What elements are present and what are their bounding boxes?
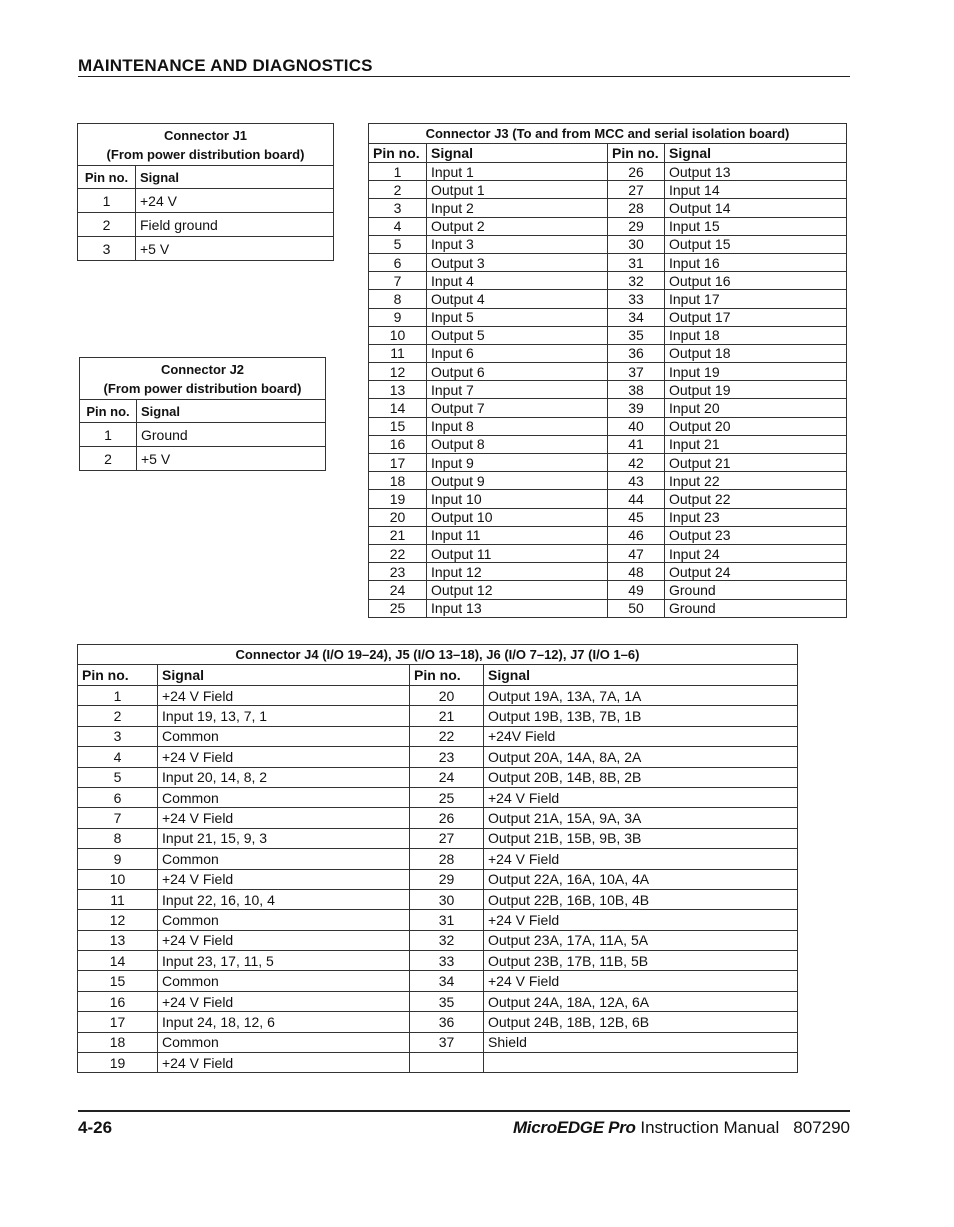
pin-number: 28 [608, 199, 665, 217]
pin-number [410, 1053, 484, 1073]
signal-name: Output 19 [665, 381, 847, 399]
table-row [369, 508, 847, 526]
pin-number: 11 [78, 889, 158, 909]
signal-name: Output 5 [427, 326, 608, 344]
connector-j4-caption: Connector J4 (I/O 19–24), J5 (I/O 13–18), J6 (I/O 7–12), J7 (I/O 1–6) [78, 645, 798, 665]
signal-name: +24 V Field [158, 686, 410, 706]
connector-j3-caption: Connector J3 (To and from MCC and serial isolation board) [369, 124, 847, 144]
pin-number: 2 [80, 447, 137, 471]
pin-number: 35 [608, 326, 665, 344]
column-header-pin: Pin no. [78, 166, 136, 189]
signal-name: Output 21 [665, 454, 847, 472]
signal-name: +24 V Field [484, 849, 798, 869]
signal-name: Output 21A, 15A, 9A, 3A [484, 808, 798, 828]
signal-name: Output 2 [427, 217, 608, 235]
column-header-pin: Pin no. [410, 665, 484, 686]
pin-number: 27 [410, 828, 484, 848]
connector-j4-rows [78, 686, 798, 1073]
pin-number: 8 [78, 828, 158, 848]
signal-name: Output 15 [665, 235, 847, 253]
pin-number: 39 [608, 399, 665, 417]
signal-name: Output 24B, 18B, 12B, 6B [484, 1012, 798, 1032]
pin-number: 13 [369, 381, 427, 399]
signal-name: Output 18 [665, 344, 847, 362]
table-row [369, 308, 847, 326]
signal-name: Output 13 [665, 163, 847, 181]
pin-number: 33 [410, 951, 484, 971]
table-row [78, 787, 798, 807]
table-row [78, 213, 334, 237]
pin-number: 34 [608, 308, 665, 326]
pin-number: 44 [608, 490, 665, 508]
table-row [369, 454, 847, 472]
table-row [80, 423, 326, 447]
column-header-signal: Signal [427, 144, 608, 163]
signal-name: Input 10 [427, 490, 608, 508]
signal-name: Input 16 [665, 253, 847, 271]
signal-name: Input 5 [427, 308, 608, 326]
table-row [78, 1032, 798, 1052]
column-header-signal: Signal [136, 166, 334, 189]
table-row [78, 747, 798, 767]
pin-number: 19 [369, 490, 427, 508]
pin-number: 2 [78, 706, 158, 726]
table-row [78, 991, 798, 1011]
connector-j1-subtitle: (From power distribution board) [106, 147, 305, 162]
pin-number: 40 [608, 417, 665, 435]
signal-name: Ground [137, 423, 326, 447]
signal-name: Input 15 [665, 217, 847, 235]
signal-name: +24 V Field [484, 910, 798, 930]
signal-name: Output 20A, 14A, 8A, 2A [484, 747, 798, 767]
pin-number: 50 [608, 599, 665, 617]
pin-number: 47 [608, 544, 665, 562]
footer-doc-info [513, 1118, 850, 1138]
signal-name: Input 18 [665, 326, 847, 344]
table-row [369, 581, 847, 599]
pin-number: 29 [410, 869, 484, 889]
pin-number: 5 [78, 767, 158, 787]
pin-number: 28 [410, 849, 484, 869]
signal-name: Input 24 [665, 544, 847, 562]
signal-name: Input 9 [427, 454, 608, 472]
pin-number: 16 [369, 435, 427, 453]
table-row [78, 767, 798, 787]
signal-name: +24 V Field [484, 971, 798, 991]
pin-number: 4 [369, 217, 427, 235]
pin-number: 3 [78, 237, 136, 261]
signal-name: Input 11 [427, 526, 608, 544]
pin-number: 4 [78, 747, 158, 767]
pin-number: 26 [608, 163, 665, 181]
table-row [369, 381, 847, 399]
pin-number: 45 [608, 508, 665, 526]
pin-number: 24 [369, 581, 427, 599]
table-row [78, 849, 798, 869]
signal-name: Input 1 [427, 163, 608, 181]
table-row [78, 951, 798, 971]
table-row [78, 1053, 798, 1073]
connector-j1-table [77, 123, 334, 261]
table-row [369, 563, 847, 581]
pin-number: 36 [410, 1012, 484, 1032]
signal-name: +24 V Field [158, 747, 410, 767]
signal-name: +24 V Field [158, 869, 410, 889]
pin-number: 1 [80, 423, 137, 447]
signal-name: Input 20, 14, 8, 2 [158, 767, 410, 787]
table-row [369, 490, 847, 508]
signal-name: Output 11 [427, 544, 608, 562]
signal-name: Common [158, 787, 410, 807]
signal-name: Output 24 [665, 563, 847, 581]
signal-name: Common [158, 726, 410, 746]
signal-name: Common [158, 849, 410, 869]
signal-name: Shield [484, 1032, 798, 1052]
connector-j1-rows [78, 189, 334, 261]
pin-number: 34 [410, 971, 484, 991]
signal-name: Output 14 [665, 199, 847, 217]
signal-name: Input 23 [665, 508, 847, 526]
pin-number: 49 [608, 581, 665, 599]
signal-name: Output 23A, 17A, 11A, 5A [484, 930, 798, 950]
pin-number: 5 [369, 235, 427, 253]
signal-name: +5 V [137, 447, 326, 471]
pin-number: 3 [369, 199, 427, 217]
column-header-pin: Pin no. [369, 144, 427, 163]
pin-number: 27 [608, 181, 665, 199]
table-row [78, 930, 798, 950]
signal-name: Input 13 [427, 599, 608, 617]
signal-name: Output 17 [665, 308, 847, 326]
signal-name: Input 2 [427, 199, 608, 217]
connector-j1-caption [78, 124, 334, 166]
pin-number: 42 [608, 454, 665, 472]
signal-name [484, 1053, 798, 1073]
signal-name: Output 24A, 18A, 12A, 6A [484, 991, 798, 1011]
signal-name: Output 4 [427, 290, 608, 308]
signal-name: Input 3 [427, 235, 608, 253]
table-row [369, 526, 847, 544]
column-header-pin: Pin no. [80, 400, 137, 423]
signal-name: Input 22, 16, 10, 4 [158, 889, 410, 909]
signal-name: Output 12 [427, 581, 608, 599]
signal-name: Input 21 [665, 435, 847, 453]
connector-j4-j7-table [77, 644, 798, 1073]
table-row [78, 971, 798, 991]
table-row [369, 599, 847, 617]
pin-number: 9 [78, 849, 158, 869]
pin-number: 33 [608, 290, 665, 308]
table-row [369, 363, 847, 381]
table-row [78, 1012, 798, 1032]
connector-j3-rows [369, 163, 847, 618]
pin-number: 6 [78, 787, 158, 807]
table-row [78, 726, 798, 746]
pin-number: 13 [78, 930, 158, 950]
pin-number: 22 [410, 726, 484, 746]
pin-number: 8 [369, 290, 427, 308]
connector-j2-subtitle: (From power distribution board) [103, 381, 302, 396]
table-row [369, 272, 847, 290]
pin-number: 26 [410, 808, 484, 828]
pin-number: 7 [78, 808, 158, 828]
pin-number: 23 [369, 563, 427, 581]
table-row [78, 910, 798, 930]
table-row [78, 828, 798, 848]
signal-name: Output 21B, 15B, 9B, 3B [484, 828, 798, 848]
pin-number: 10 [78, 869, 158, 889]
signal-name: Output 23B, 17B, 11B, 5B [484, 951, 798, 971]
table-row [78, 706, 798, 726]
connector-j2-rows [80, 423, 326, 471]
section-title: MAINTENANCE AND DIAGNOSTICS [78, 56, 373, 75]
table-row [369, 326, 847, 344]
signal-name: Input 6 [427, 344, 608, 362]
pin-number: 46 [608, 526, 665, 544]
pin-number: 38 [608, 381, 665, 399]
pin-number: 2 [78, 213, 136, 237]
column-header-signal: Signal [484, 665, 798, 686]
document-number: 807290 [793, 1118, 850, 1137]
table-row [369, 344, 847, 362]
signal-name: Output 22 [665, 490, 847, 508]
connector-j1-title: Connector J1 [163, 128, 248, 143]
product-name: MicroEDGE Pro [512, 1118, 636, 1137]
pin-number: 18 [78, 1032, 158, 1052]
signal-name: +24 V Field [158, 808, 410, 828]
signal-name: Output 10 [427, 508, 608, 526]
pin-number: 10 [369, 326, 427, 344]
table-row [78, 686, 798, 706]
signal-name: +5 V [136, 237, 334, 261]
pin-number: 12 [369, 363, 427, 381]
table-row [78, 237, 334, 261]
signal-name: Output 1 [427, 181, 608, 199]
signal-name: Common [158, 910, 410, 930]
signal-name: Output 7 [427, 399, 608, 417]
signal-name: +24 V Field [484, 787, 798, 807]
pin-number: 32 [410, 930, 484, 950]
table-row [78, 889, 798, 909]
pin-number: 18 [369, 472, 427, 490]
pin-number: 14 [369, 399, 427, 417]
signal-name: Input 24, 18, 12, 6 [158, 1012, 410, 1032]
table-row [369, 417, 847, 435]
pin-number: 30 [410, 889, 484, 909]
signal-name: Input 21, 15, 9, 3 [158, 828, 410, 848]
pin-number: 25 [369, 599, 427, 617]
table-row [369, 472, 847, 490]
table-row [369, 181, 847, 199]
pin-number: 31 [410, 910, 484, 930]
connector-j2-title: Connector J2 [160, 362, 245, 377]
pin-number: 35 [410, 991, 484, 1011]
column-header-signal: Signal [137, 400, 326, 423]
pin-number: 24 [410, 767, 484, 787]
signal-name: Output 22A, 16A, 10A, 4A [484, 869, 798, 889]
signal-name: Output 6 [427, 363, 608, 381]
pin-number: 37 [410, 1032, 484, 1052]
pin-number: 20 [410, 686, 484, 706]
table-row [369, 163, 847, 181]
signal-name: Output 16 [665, 272, 847, 290]
signal-name: Output 23 [665, 526, 847, 544]
signal-name: Input 19 [665, 363, 847, 381]
table-row [369, 544, 847, 562]
pin-number: 3 [78, 726, 158, 746]
pin-number: 21 [369, 526, 427, 544]
pin-number: 37 [608, 363, 665, 381]
connector-j3-table [368, 123, 847, 618]
signal-name: Common [158, 1032, 410, 1052]
signal-name: Output 22B, 16B, 10B, 4B [484, 889, 798, 909]
table-row [369, 235, 847, 253]
table-row [80, 447, 326, 471]
signal-name: Input 20 [665, 399, 847, 417]
pin-number: 6 [369, 253, 427, 271]
signal-name: +24V Field [484, 726, 798, 746]
pin-number: 12 [78, 910, 158, 930]
pin-number: 1 [78, 189, 136, 213]
signal-name: Output 20 [665, 417, 847, 435]
pin-number: 1 [369, 163, 427, 181]
signal-name: Input 14 [665, 181, 847, 199]
column-header-signal: Signal [158, 665, 410, 686]
signal-name: Input 23, 17, 11, 5 [158, 951, 410, 971]
table-row [369, 399, 847, 417]
pin-number: 17 [369, 454, 427, 472]
column-header-signal: Signal [665, 144, 847, 163]
pin-number: 22 [369, 544, 427, 562]
connector-j2-caption [80, 358, 326, 400]
pin-number: 19 [78, 1053, 158, 1073]
pin-number: 30 [608, 235, 665, 253]
table-row [369, 253, 847, 271]
pin-number: 17 [78, 1012, 158, 1032]
pin-number: 15 [78, 971, 158, 991]
signal-name: Output 19B, 13B, 7B, 1B [484, 706, 798, 726]
signal-name: Output 3 [427, 253, 608, 271]
pin-number: 14 [78, 951, 158, 971]
pin-number: 48 [608, 563, 665, 581]
pin-number: 25 [410, 787, 484, 807]
pin-number: 31 [608, 253, 665, 271]
pin-number: 11 [369, 344, 427, 362]
pin-number: 2 [369, 181, 427, 199]
pin-number: 23 [410, 747, 484, 767]
footer-divider [78, 1110, 850, 1112]
header-divider [78, 76, 850, 77]
signal-name: Input 7 [427, 381, 608, 399]
pin-number: 41 [608, 435, 665, 453]
table-row [369, 435, 847, 453]
signal-name: Input 22 [665, 472, 847, 490]
signal-name: Input 4 [427, 272, 608, 290]
table-row [369, 217, 847, 235]
table-row [369, 290, 847, 308]
connector-j2-table [79, 357, 326, 471]
signal-name: +24 V Field [158, 930, 410, 950]
pin-number: 20 [369, 508, 427, 526]
pin-number: 9 [369, 308, 427, 326]
pin-number: 32 [608, 272, 665, 290]
signal-name: +24 V Field [158, 991, 410, 1011]
signal-name: Ground [665, 581, 847, 599]
manual-label: Instruction Manual [640, 1118, 780, 1137]
table-row [78, 869, 798, 889]
table-row [78, 189, 334, 213]
signal-name: +24 V Field [158, 1053, 410, 1073]
signal-name: Field ground [136, 213, 334, 237]
pin-number: 36 [608, 344, 665, 362]
pin-number: 15 [369, 417, 427, 435]
page-number: 4-26 [78, 1118, 113, 1137]
signal-name: Input 19, 13, 7, 1 [158, 706, 410, 726]
signal-name: Ground [665, 599, 847, 617]
signal-name: Input 17 [665, 290, 847, 308]
signal-name: Common [158, 971, 410, 991]
signal-name: Output 8 [427, 435, 608, 453]
table-row [369, 199, 847, 217]
signal-name: Input 12 [427, 563, 608, 581]
table-row [78, 808, 798, 828]
signal-name: Output 9 [427, 472, 608, 490]
signal-name: Input 8 [427, 417, 608, 435]
pin-number: 16 [78, 991, 158, 1011]
pin-number: 21 [410, 706, 484, 726]
signal-name: Output 19A, 13A, 7A, 1A [484, 686, 798, 706]
pin-number: 7 [369, 272, 427, 290]
pin-number: 1 [78, 686, 158, 706]
pin-number: 43 [608, 472, 665, 490]
pin-number: 29 [608, 217, 665, 235]
column-header-pin: Pin no. [78, 665, 158, 686]
column-header-pin: Pin no. [608, 144, 665, 163]
signal-name: +24 V [136, 189, 334, 213]
signal-name: Output 20B, 14B, 8B, 2B [484, 767, 798, 787]
